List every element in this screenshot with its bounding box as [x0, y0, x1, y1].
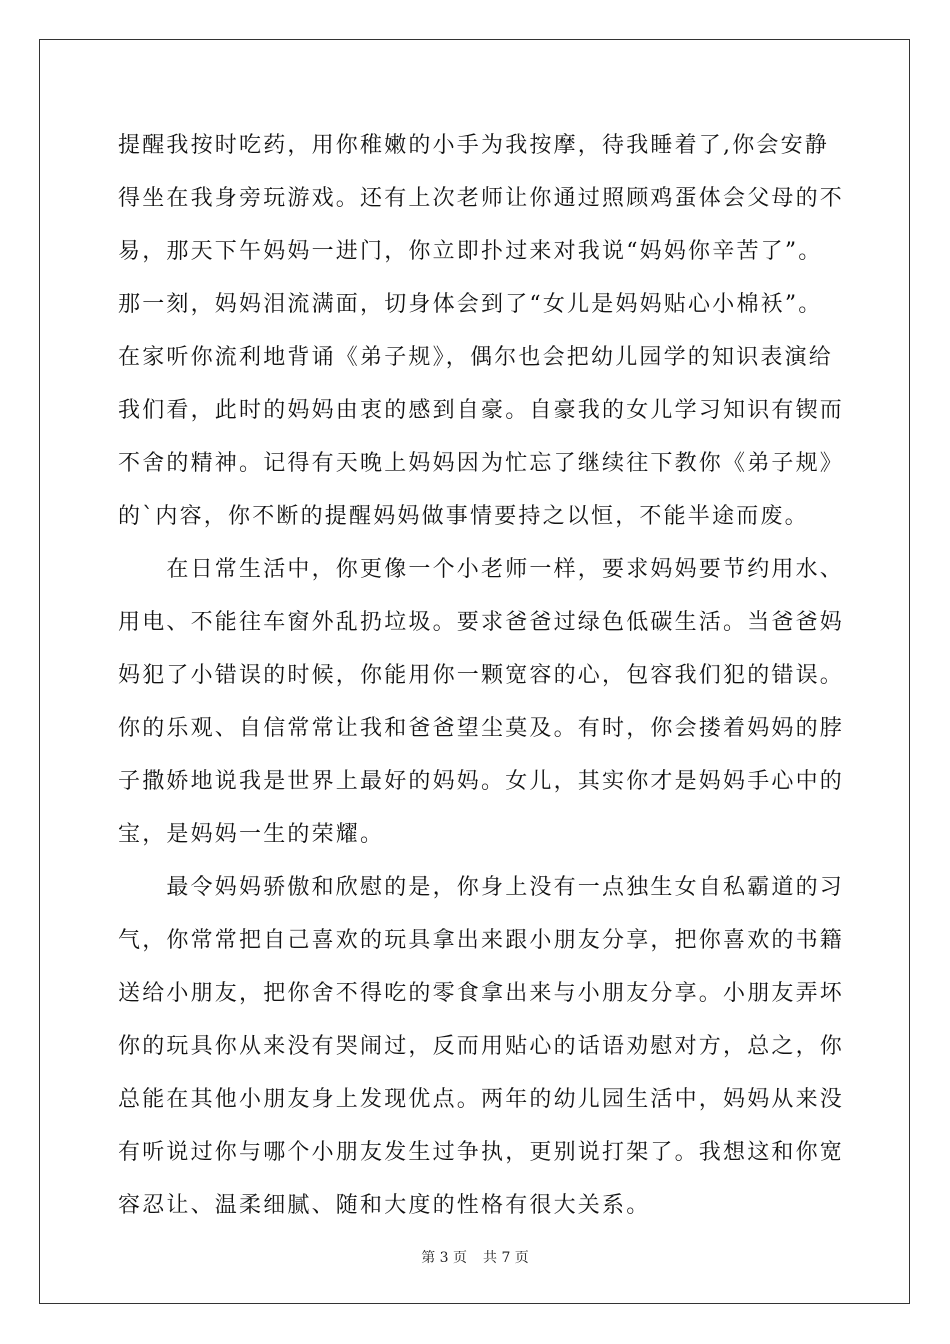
- text-line: 气，你常常把自己喜欢的玩具拿出来跟小朋友分享，把你喜欢的书籍: [118, 928, 845, 953]
- text-line: 妈犯了小错误的时候，你能用你一颗宽容的心，包容我们犯的错误。: [118, 663, 845, 688]
- text-line: 最令妈妈骄傲和欣慰的是，你身上没有一点独生女自私霸道的习: [118, 875, 845, 900]
- text-line: 不舍的精神。记得有天晚上妈妈因为忙忘了继续往下教你《弟子规》: [118, 451, 845, 476]
- text-line: 得坐在我身旁玩游戏。还有上次老师让你通过照顾鸡蛋体会父母的不: [118, 186, 845, 211]
- text-line: 那一刻，妈妈泪流满面，切身体会到了“女儿是妈妈贴心小棉袄”。: [118, 292, 823, 317]
- document-body: [118, 119, 845, 1232]
- page-number: 第 3 页: [421, 1250, 467, 1266]
- text-line: 用电、不能往车窗外乱扔垃圾。要求爸爸过绿色低碳生活。当爸爸妈: [118, 610, 845, 635]
- text-line: 我们看，此时的妈妈由衷的感到自豪。自豪我的女儿学习知识有锲而: [118, 398, 845, 423]
- text-line: 送给小朋友，把你舍不得吃的零食拿出来与小朋友分享。小朋友弄坏: [118, 981, 845, 1006]
- text-line: 你的玩具你从来没有哭闹过，反而用贴心的话语劝慰对方，总之，你: [118, 1034, 845, 1059]
- text-line: 子撒娇地说我是世界上最好的妈妈。女儿，其实你才是妈妈手心中的: [118, 769, 845, 794]
- page-footer: [0, 1248, 950, 1268]
- text-line: 容忍让、温柔细腻、随和大度的性格有很大关系。: [118, 1193, 651, 1218]
- text-line: 总能在其他小朋友身上发现优点。两年的幼儿园生活中，妈妈从来没: [118, 1087, 845, 1112]
- text-line: 在家听你流利地背诵《弟子规》，偶尔也会把幼儿园学的知识表演给: [118, 345, 834, 370]
- text-line: 宝，是妈妈一生的荣耀。: [118, 822, 385, 847]
- text-line: 在日常生活中，你更像一个小老师一样，要求妈妈要节约用水、: [118, 557, 845, 582]
- text-line: 易，那天下午妈妈一进门，你立即扑过来对我说“妈妈你辛苦了”。: [118, 239, 823, 264]
- text-line: 的`内容，你不断的提醒妈妈做事情要持之以恒，不能半途而废。: [118, 504, 809, 529]
- text-line: 提醒我按时吃药，用你稚嫩的小手为我按摩，待我睡着了,你会安静: [118, 133, 829, 158]
- text-line: 有听说过你与哪个小朋友发生过争执，更别说打架了。我想这和你宽: [118, 1140, 845, 1165]
- text-line: 你的乐观、自信常常让我和爸爸望尘莫及。有时，你会搂着妈妈的脖: [118, 716, 845, 741]
- page-total: 共 7 页: [483, 1250, 529, 1266]
